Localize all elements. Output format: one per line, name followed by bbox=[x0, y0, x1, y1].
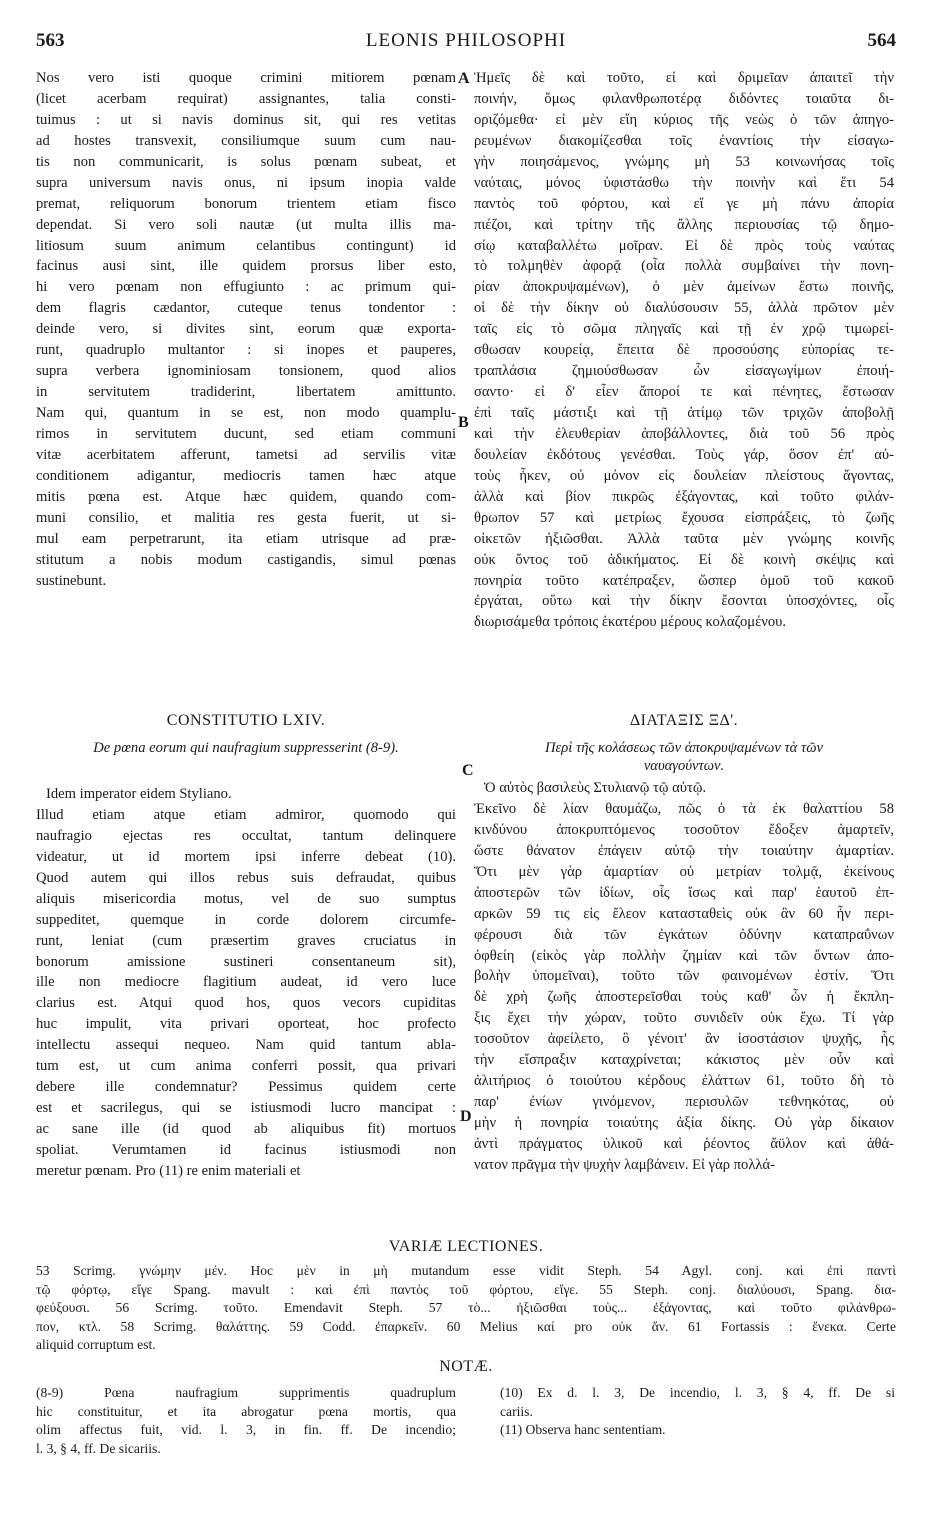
greek-text-line: Ὁ αὐτὸς βασιλεὺς Στυλιανῷ τῷ αὐτῷ. bbox=[484, 780, 707, 796]
greek-text-line: παντὸς τοῦ φόρτου, καὶ εἴ γε μὴ πάνυ ἀπορία bbox=[474, 195, 894, 212]
margin-letter-c: C bbox=[462, 762, 474, 779]
greek-text-line: ρίαν ἀποκρυψαμένων), ὁ μὲν ἀμείνων ἔστω ποινῆς, bbox=[474, 279, 894, 296]
greek-text-line: βολὴν ὑπομεῖναι), τοῦτο τῶν φαινομένων ἐστίν. Ὅτι bbox=[474, 968, 894, 985]
latin-text-line: premat, reliquorum bonorum trientem etiam fisco bbox=[36, 195, 456, 212]
notae-left-column bbox=[36, 1384, 456, 1458]
greek-text-line: ναύταις, μόνος ὑφιστάσθω τὴν ποινὴν καὶ ἔτι 54 bbox=[474, 174, 894, 191]
latin-text-line: tum est, ut cum anima conferri possit, qua privari bbox=[36, 1058, 456, 1075]
latin-text-line: facinus ausi sint, ille quidem prorsus liber esto, bbox=[36, 258, 456, 275]
latin-text-line: tis non communicarit, is solus pœnam subeat, et bbox=[36, 153, 456, 170]
greek-text-line: θρωπον 57 καὶ μετρίως ἔχουσα εἰσπράξεις, τὸ ζωῆς bbox=[474, 509, 894, 526]
latin-text-line: stitutum a nobis modum castigandis, simul pœnas bbox=[36, 551, 456, 568]
latin-text-line: supra universum navis onus, ni ipsum inopia valde bbox=[36, 174, 456, 191]
running-title: LEONIS PHILOSOPHI bbox=[365, 30, 567, 51]
latin-text-line: rimos in servitutem ducunt, sed etiam communi bbox=[36, 425, 456, 442]
latin-text-line: conditionem adigantur, mediocris tamen hæc atque bbox=[36, 467, 456, 484]
greek-text-line: σίῳ καταβαλλέτω μοῖραν. Εἰ δὲ πρὸς τοὺς ναύτας bbox=[474, 237, 894, 254]
variant-reading-line: 53 Scrimg. γνώμην μέν. Hoc μὲν in μὴ mutandum esse vidit Steph. 54 Agyl. conj. καὶ ἐπὶ παντὶ bbox=[36, 1263, 896, 1278]
latin-text-line: suppeditet, quemque in corde dolorem circumfe- bbox=[36, 911, 456, 928]
latin-text-line: muni consilio, et malitia res gesta fuerit, ut si- bbox=[36, 509, 456, 526]
note-line: hic constituitur, et ita abrogatur pœna mortis, qua bbox=[36, 1403, 456, 1419]
greek-column-bottom bbox=[474, 778, 894, 1176]
latin-text-line: mitis pœna est. Atque hæc quidem, quando com- bbox=[36, 488, 456, 505]
latin-section-subtitle: De pœna eorum qui naufragium suppresserint (8-9). bbox=[93, 740, 399, 756]
greek-text-line: οἱ δὲ τὴν δίκην οὐ διαλύσουσιν 55, ἀλλὰ πρῶτον μὲν bbox=[474, 300, 894, 317]
greek-text-line: ἀντὶ πράγματος ὑλικοῦ καὶ ῥέοντος ἄϋλον καὶ ἀθά- bbox=[474, 1135, 894, 1152]
latin-text-line: dependat. Si vero soli nautæ (ut multa illis ma- bbox=[36, 216, 456, 233]
greek-text-line: μὴν ἡ πονηρία τοιαύτης ἀξία δίκης. Οὐ γὰρ δίκαιον bbox=[474, 1115, 894, 1131]
greek-text-line: ποινήν, ὅμως φιλανθρωποτέρᾳ διδόντες τοιαῦτα δι- bbox=[474, 90, 894, 107]
greek-text-line: τραπλάσια ζημιούσθωσαν ὧν εἰσαγωγίμων ἐποιή- bbox=[474, 363, 894, 380]
latin-text-line: huc impulit, vita privari oporteat, hoc profecto bbox=[36, 1016, 456, 1033]
page-number-left: 563 bbox=[36, 30, 65, 51]
greek-text-line: οὐκ ὄντος τοῦ ἀδικήματος. Εἰ δὲ κοινὴ σκέψις καὶ bbox=[474, 551, 894, 568]
latin-column-top bbox=[36, 68, 456, 591]
latin-text-line: mul eam perpetrarunt, ita etiam utrisque ad præ- bbox=[36, 530, 456, 547]
greek-text-line: τοὺς ἧκεν, οὐ μόνον εἰς δουλείαν πλείστους ἄγοντας, bbox=[474, 467, 894, 484]
page-number-right: 564 bbox=[867, 30, 896, 51]
latin-text-line: Nos vero isti quoque crimini mitiorem pœnam bbox=[36, 70, 456, 86]
variant-reading-line: φεύξουσι. 56 Scrimg. τοῦτο. Emendavit Steph. 57 τὸ... ἠξιῶσθαι τοὺς... ἐξάγοντας, καὶ τοῦτο φιλάνθρω- bbox=[36, 1300, 896, 1316]
greek-text-line: καὶ τὴν ἐλευθερίαν ἀποβάλλοντες, διὰ τοῦ 56 πρὸς bbox=[474, 425, 894, 442]
greek-text-line: πιέζοι, καὶ τρίτην τῆς ἄλλης περιουσίας τῷ δημο- bbox=[474, 216, 894, 233]
greek-text-line: ξις ἔχει τὴν χώραν, τοῦτο συνιδεῖν οὐκ ἔχω. Τί γὰρ bbox=[474, 1010, 894, 1027]
latin-text-line: videatur, ut id mortem ipsi inferre debeat (10). bbox=[36, 848, 456, 865]
latin-text-line: sustinebunt. bbox=[36, 572, 107, 589]
greek-text-line: Ἐκεῖνο δὲ λίαν θαυμάζω, πῶς ὁ τὰ ἐκ θαλαττίου 58 bbox=[474, 800, 894, 817]
variae-lectiones bbox=[36, 1262, 896, 1355]
latin-text-line: Idem imperator eidem Styliano. bbox=[46, 786, 232, 802]
variant-reading-line: aliquid corruptum est. bbox=[36, 1337, 156, 1353]
greek-text-line: παρ' ἐνίων γινόμενον, περισυλῶν τεθνηκότας, οὐ bbox=[474, 1094, 894, 1111]
greek-text-line: σαντο· εἰ δ' εἶεν ἄποροί τε καὶ πένητες, ἔστωσαν bbox=[474, 384, 894, 401]
latin-column-bottom bbox=[36, 784, 456, 1182]
latin-text-line: aliquis misericordia motus, vel de suo sumptus bbox=[36, 890, 456, 907]
variant-reading-line: πον, κτλ. 58 Scrimg. θαλάττης. 59 Codd. ἐπαρκεῖν. 60 Melius καί pro οὐκ ἄν. 61 Fortassis : ἕνεκα. Certe bbox=[36, 1318, 896, 1334]
latin-text-line: naufragio ejectas res occultat, tantum delinquere bbox=[36, 827, 456, 844]
note-line: (8-9) Pœna naufragium supprimentis quadruplum bbox=[36, 1385, 456, 1400]
latin-text-line: in servitutem tradiderint, libertatem amittunto. bbox=[36, 384, 456, 401]
notae-right-column bbox=[500, 1384, 895, 1440]
latin-text-line: meretur pœnam. Pro (11) re enim materiali et bbox=[36, 1162, 301, 1179]
greek-text-line: κινδύνου ἀποκρυπτόμενος τοσοῦτον ἔδοξεν ἁμαρτεῖν, bbox=[474, 821, 894, 838]
greek-column-top bbox=[474, 68, 894, 633]
latin-text-line: spoliat. Verumtamen id facinus istiusmodi non bbox=[36, 1141, 456, 1158]
latin-section-title: CONSTITUTIO LXIV. bbox=[166, 712, 326, 729]
latin-text-line: (licet acerbam requirat) assignantes, talia consti- bbox=[36, 90, 456, 107]
greek-text-line: αρκῶν 59 τις εἰς ἔλεον κατασταθεὶς οὐκ ἂν 60 ἦν περι- bbox=[474, 905, 894, 922]
greek-text-line: δὲ χρὴ ζωῆς ἀποστερεῖσθαι τοὺς καθ' ὧν ἡ ἔκπλη- bbox=[474, 989, 894, 1006]
greek-text-line: τοσοῦτον ἀφείλετο, ὃ γένοιτ' ἂν ἰσοστάσιον ψυχῆς, ἧς bbox=[474, 1031, 894, 1048]
latin-text-line: hi vero pœnam non effugiunto : ac primum qui- bbox=[36, 279, 456, 296]
greek-text-line: ὀφθείη (εἰκὸς γὰρ πολλὴν ζημίαν καὶ τῶν ὄντων ἀπο- bbox=[474, 947, 894, 964]
greek-text-line: ὥστε θάνατον ἐπάγειν αὐτῷ τὴν τοιαύτην ἁμαρτίαν. bbox=[474, 842, 894, 859]
greek-text-line: ἀλλὰ καὶ βίον πικρῶς ἐξάγοντας, καὶ τοῦτο φιλάν- bbox=[474, 488, 894, 505]
latin-text-line: Nam qui, quantum in se est, non modo quamplu- bbox=[36, 405, 456, 421]
margin-letter-a: A bbox=[458, 70, 470, 87]
note-line: olim affectus fuit, vid. l. 3, in fin. ff. De incendio; bbox=[36, 1422, 456, 1438]
greek-text-line: ἐργάται, οὕτω καὶ τὴν δίκην ἔσονται ὑποσχόντες, οἷς bbox=[474, 593, 894, 610]
greek-text-line: γὴν ποιησάμενος, γνώμης μὴ 53 κοινωνήσας τοῖς bbox=[474, 153, 894, 170]
variae-lectiones-title: VARIÆ LECTIONES. bbox=[388, 1238, 544, 1255]
note-line: (11) Observa hanc sententiam. bbox=[500, 1422, 666, 1438]
latin-text-line: Illud etiam atque etiam admiror, quomodo qui bbox=[36, 806, 456, 823]
note-line: (10) Ex d. l. 3, De incendio, l. 3, § 4, ff. De si bbox=[500, 1385, 895, 1400]
greek-text-line: σθωσαν κουρείᾳ, ἔπειτα δὲ προσούσης εὐπορίας τε- bbox=[474, 342, 894, 359]
greek-text-line: Ἡμεῖς δὲ καὶ τοῦτο, εἰ καὶ δριμεῖαν ἀπαιτεῖ τὴν bbox=[474, 70, 894, 86]
greek-text-line: πονηρία τοῦτο κατέπραξεν, ὥσπερ ὁμοῦ τοῦ κακοῦ bbox=[474, 572, 894, 589]
page-header bbox=[36, 30, 896, 58]
greek-text-line: Ὅτι μὲν γὰρ ἁμαρτίαν οὐ μετρίαν τολμᾷ, ἐκείνους bbox=[474, 863, 894, 880]
note-line: l. 3, § 4, ff. De sicariis. bbox=[36, 1440, 161, 1456]
latin-text-line: dem flagris cædantor, cuteque tenus tondentor : bbox=[36, 300, 456, 317]
greek-section-title: ΔΙΑΤΑΞΙΣ ΞΔ'. bbox=[629, 712, 739, 729]
greek-text-line: ἀλιτήριος ὁ τοιούτου κέρδους ἐλάττων 61, τοῦτο δὴ τὸ bbox=[474, 1073, 894, 1090]
greek-text-line: τὸ τολμηθὲν ἀφορᾷ (οἷα πολλὰ συμβαίνει τὴν πονη- bbox=[474, 258, 894, 275]
latin-text-line: intellectu assequi nequeo. Nam quid tantum abla- bbox=[36, 1037, 456, 1054]
note-line: cariis. bbox=[500, 1403, 533, 1419]
latin-text-line: clarius est. Atqui quod hos, quos vecors cupiditas bbox=[36, 995, 456, 1012]
greek-section-subtitle-1: Περὶ τῆς κολάσεως τῶν ἀποκρυψαμένων τὰ τῶν bbox=[544, 740, 823, 756]
greek-text-line: τὴν εἴσπραξιν καταχρίνεται; κάκιστος μὲν οὖν καὶ bbox=[474, 1052, 894, 1069]
latin-text-line: deinde vero, si divites sint, eorum quæ exporta- bbox=[36, 321, 456, 338]
latin-text-line: litiosum suum animum celantibus contingunt) id bbox=[36, 237, 456, 254]
greek-section-subtitle-2: ναυαγούντων. bbox=[643, 758, 725, 774]
greek-text-line: δουλείαν ἐκδότους γενέσθαι. Τοὺς γάρ, ὅσον ἐπ' αὐ- bbox=[474, 446, 894, 463]
latin-text-line: vitæ acerbitatem afferunt, tametsi ad servilis vitæ bbox=[36, 446, 456, 463]
greek-text-line: οἰκετῶν ἠξιῶσθαι. Ἀλλὰ ταῦτα μὲν γνώμης κοινῆς bbox=[474, 530, 894, 547]
greek-text-line: διωρισάμεθα τρόποις ἑκατέρου μέρους κολαζομένου. bbox=[474, 614, 787, 631]
latin-text-line: Quod autem qui illos rebus suis defraudat, quibus bbox=[36, 869, 456, 886]
latin-text-line: runt, quadruplo multantor : si inopes et pauperes, bbox=[36, 342, 456, 359]
latin-text-line: ac sane ille (id quod ab aliquibus fit) mortuos bbox=[36, 1121, 456, 1137]
greek-text-line: ρευμένων διακομίζεσθαι τοῖς ἐναντίοις τὴν εἰσαγω- bbox=[474, 132, 894, 149]
greek-text-line: ἀποστερῶν τῶν ἰδίων, οἷς ἴσως καὶ παρ' ἑαυτοῦ ἐπ- bbox=[474, 884, 894, 901]
latin-text-line: runt, leniat (cum præsertim graves cruciatus in bbox=[36, 932, 456, 949]
greek-text-line: νατον πρᾶγμα τὴν ψυχὴν λαμβάνειν. Εἰ γὰρ πολλά- bbox=[474, 1156, 775, 1173]
margin-letter-b: B bbox=[458, 414, 469, 431]
latin-text-line: est et sacrilegus, qui se istiusmodi lucro mancipat : bbox=[36, 1100, 456, 1117]
greek-text-line: φέρουσι διὰ τῶν ἐγκάτων ὀδύνην καταπραΰνων bbox=[474, 926, 894, 943]
notae-title: NOTÆ. bbox=[439, 1358, 493, 1375]
latin-text-line: tuimus : ut si navis dominus sit, qui res vetitas bbox=[36, 111, 456, 128]
greek-text-line: οριζόμεθα· εἰ μὲν εἴη κύριος τῆς νεὼς ὁ τῶν ἀπηγο- bbox=[474, 111, 894, 128]
margin-letter-d: D bbox=[460, 1108, 472, 1125]
latin-text-line: bonorum amissione sustineri consentaneum sit), bbox=[36, 953, 456, 970]
variant-reading-line: τῷ φόρτῳ, εἴγε Spang. mavult : καὶ ἐπὶ παντὸς τοῦ φόρτου, εἴγε. 55 Steph. conj. διαλύουσι, Spang. δια- bbox=[36, 1281, 896, 1297]
latin-text-line: debere ille condemnatur? Pessimus quidem certe bbox=[36, 1079, 456, 1096]
greek-text-line: ἐπὶ ταῖς μάστιξι καὶ τῇ ἀτίμῳ τῶν τριχῶν ἀποβολῇ bbox=[474, 405, 894, 421]
greek-text-line: ταῖς εἰς τὸ σῶμα πληγαῖς καὶ τῇ ἐν χρῷ τιμωρεί- bbox=[474, 321, 894, 338]
latin-text-line: ille non mediocre flagitium audeat, id vero luce bbox=[36, 974, 456, 991]
latin-text-line: supra verbera ignominiosam tonsionem, quod alios bbox=[36, 363, 456, 380]
latin-text-line: ad hostes transvexit, consiliumque suum cum nau- bbox=[36, 132, 456, 149]
